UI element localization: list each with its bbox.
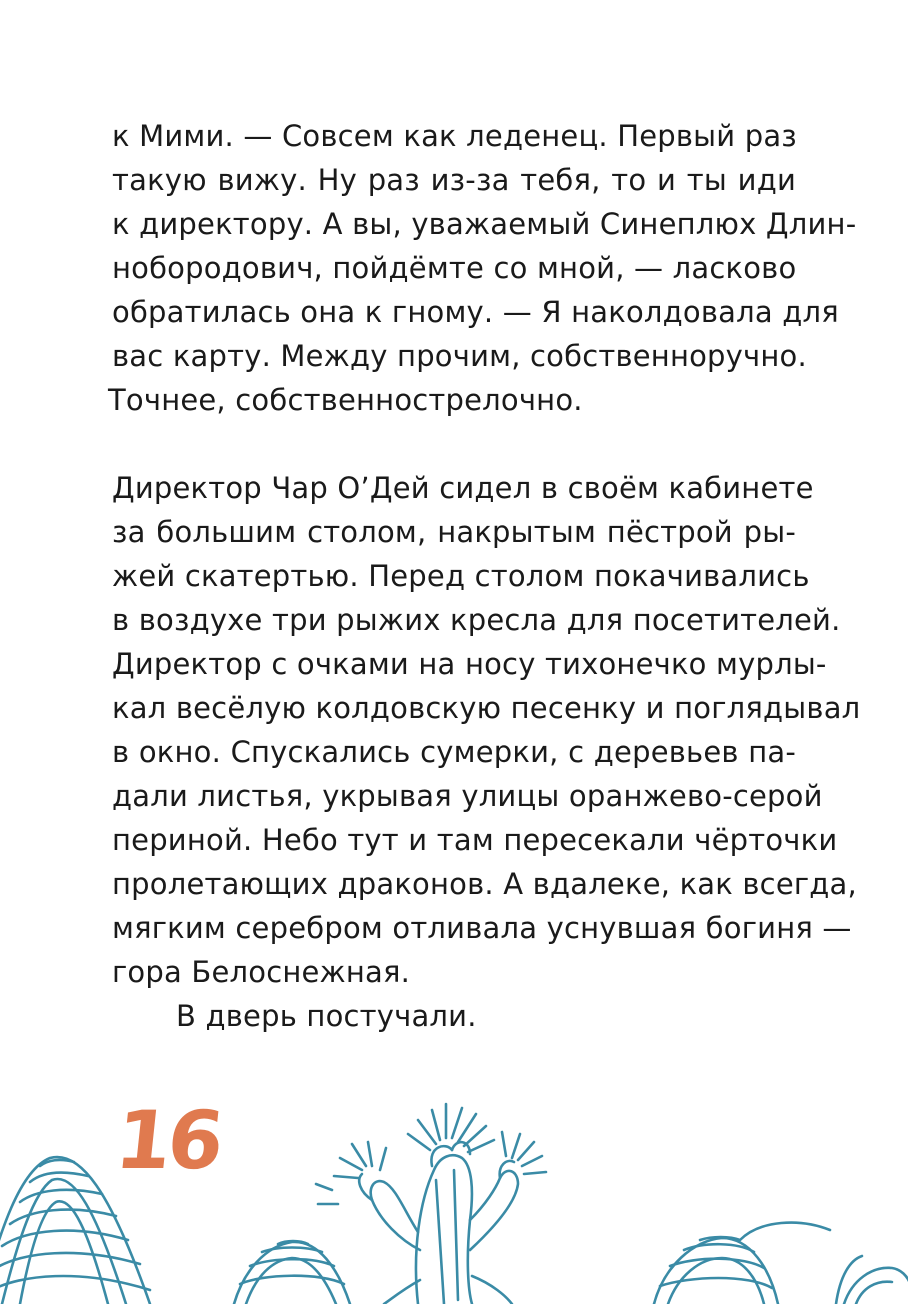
text-line: периной. Небо тут и там пересекали чёрточки	[112, 823, 838, 857]
middle-shell-icon	[234, 1241, 350, 1304]
text-line: Директор Чар О’Дей сидел в своём кабинете	[112, 471, 814, 505]
text-line: к Мими. — Совсем как леденец. Первый раз	[112, 119, 797, 153]
text-line: дали листья, укрывая улицы оранжево-серой	[112, 779, 823, 813]
cactus-icon	[316, 1104, 546, 1304]
text-line: нобородович, пойдёмте со мной, — ласково	[112, 251, 797, 285]
text-line: в окно. Спускались сумерки, с деревьев па-	[112, 735, 796, 769]
text-line: за большим столом, накрытым пёстрой ры-	[112, 515, 796, 549]
page-number: 16	[111, 1094, 225, 1187]
right-shell-icon	[654, 1223, 862, 1304]
text-line: в воздухе три рыжих кресла для посетителей.	[112, 603, 841, 637]
text-line: В дверь постучали.	[176, 999, 477, 1033]
far-right-shell-icon	[844, 1268, 908, 1304]
text-line: Точнее, собственнострелочно.	[108, 383, 583, 417]
text-line: такую вижу. Ну раз из-за тебя, то и ты иди	[112, 163, 796, 197]
text-line: жей скатертью. Перед столом покачивались	[112, 559, 810, 593]
text-line: мягким серебром отливала уснувшая богиня —	[112, 911, 852, 945]
text-line: к директору. А вы, уважаемый Синеплюх Длин-	[112, 207, 857, 241]
text-line: Директор с очками на носу тихонечко мурлы-	[112, 647, 827, 681]
text-line: кал весёлую колдовскую песенку и поглядывал	[112, 691, 861, 725]
text-line: гора Белоснежная.	[112, 955, 411, 989]
text-line: пролетающих драконов. А вдалеке, как всегда,	[112, 867, 857, 901]
text-line: обратилась она к гному. — Я наколдовала для	[112, 295, 839, 329]
text-line: вас карту. Между прочим, собственноручно.	[112, 339, 807, 373]
